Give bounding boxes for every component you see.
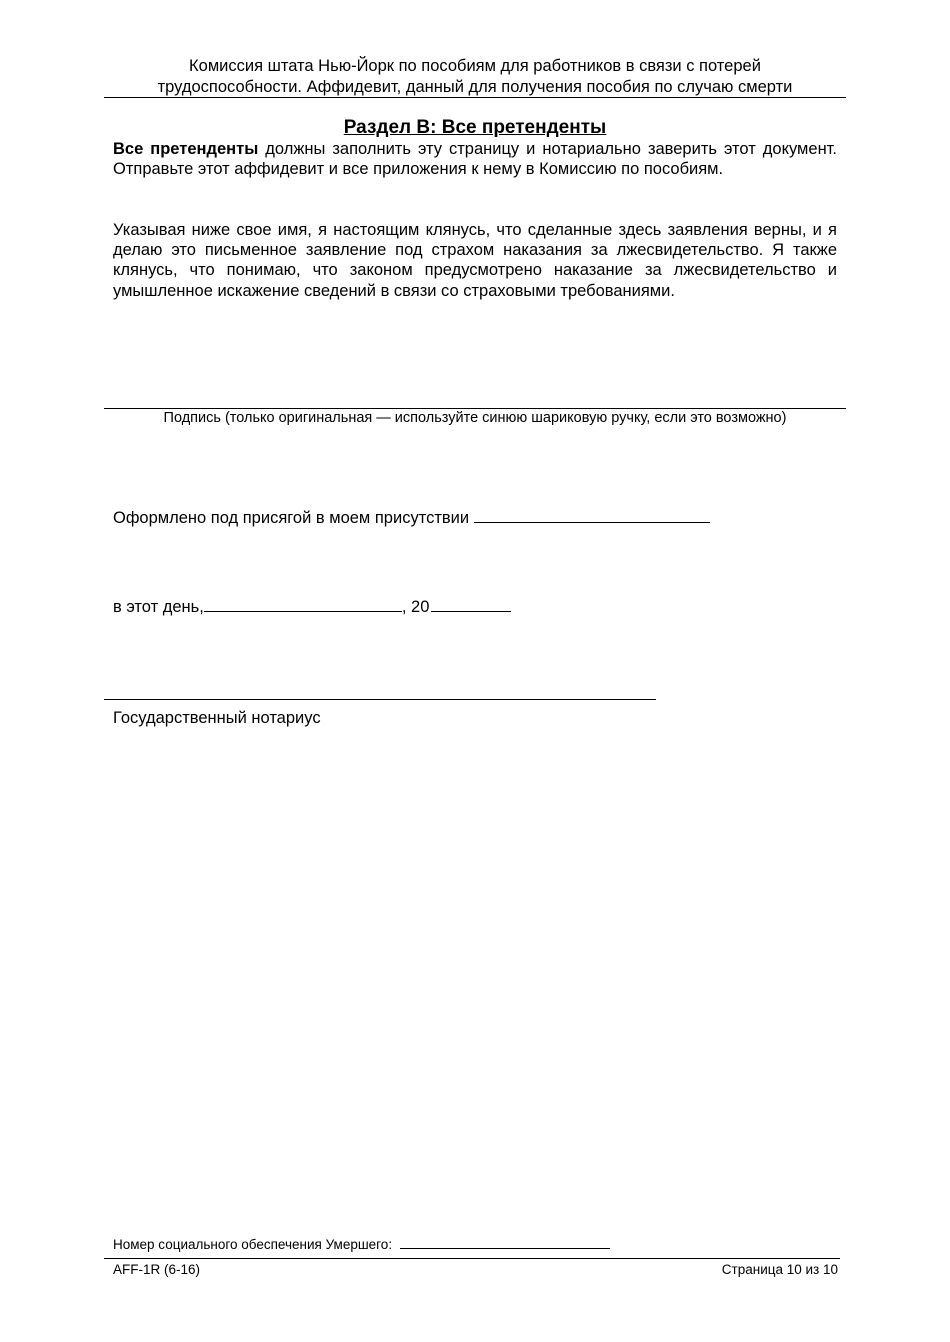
header-line-2: трудоспособности. Аффидевит, данный для получения пособия по случаю смерти: [157, 78, 793, 96]
date-prefix: в этот день,: [113, 598, 204, 616]
date-row: [113, 593, 511, 617]
intro-bold-lead: Все претенденты: [113, 140, 259, 158]
sworn-witness-field[interactable]: [474, 504, 710, 523]
ssn-field[interactable]: [400, 1234, 610, 1249]
year-field[interactable]: [431, 593, 511, 612]
form-code: AFF-1R (6-16): [113, 1262, 201, 1277]
sworn-label: Оформлено под присягой в моем присутствии: [113, 509, 470, 527]
page-header: [104, 56, 846, 98]
ssn-row: [113, 1234, 610, 1253]
footer-divider: [104, 1258, 840, 1259]
page-number: Страница 10 из 10: [721, 1262, 838, 1277]
header-line-1: Комиссия штата Нью-Йорк по пособиям для работников в связи с потерей: [189, 57, 761, 75]
notary-label: Государственный нотариус: [113, 709, 321, 727]
day-field[interactable]: [204, 593, 402, 612]
header-divider: [104, 97, 846, 98]
intro-text: должны заполнить эту страницу и нотариально заверить этот документ. Отправьте этот аффидевит и все приложения к нему в Комиссию по пособиям.: [113, 140, 837, 179]
oath-paragraph: Указывая ниже свое имя, я настоящим клянусь, что сделанные здесь заявления верны, и я делаю это письменное заявление под страхом наказания за лжесвидетельство. Я также клянусь, что понимаю, что законом предусмотрено наказание за лжесвидетельство и умышленное искажение сведений в связи со страховыми требованиями.: [113, 221, 837, 300]
intro-paragraph: [113, 139, 837, 179]
signature-caption: Подпись (только оригинальная — используйте синюю шариковую ручку, если это возможно): [163, 410, 787, 426]
section-title: Раздел В: Все претенденты: [343, 117, 607, 138]
year-prefix: , 20: [401, 598, 430, 616]
ssn-label: Номер социального обеспечения Умершего:: [113, 1237, 393, 1252]
notary-signature-line[interactable]: [104, 699, 656, 700]
sworn-row: [113, 504, 710, 528]
